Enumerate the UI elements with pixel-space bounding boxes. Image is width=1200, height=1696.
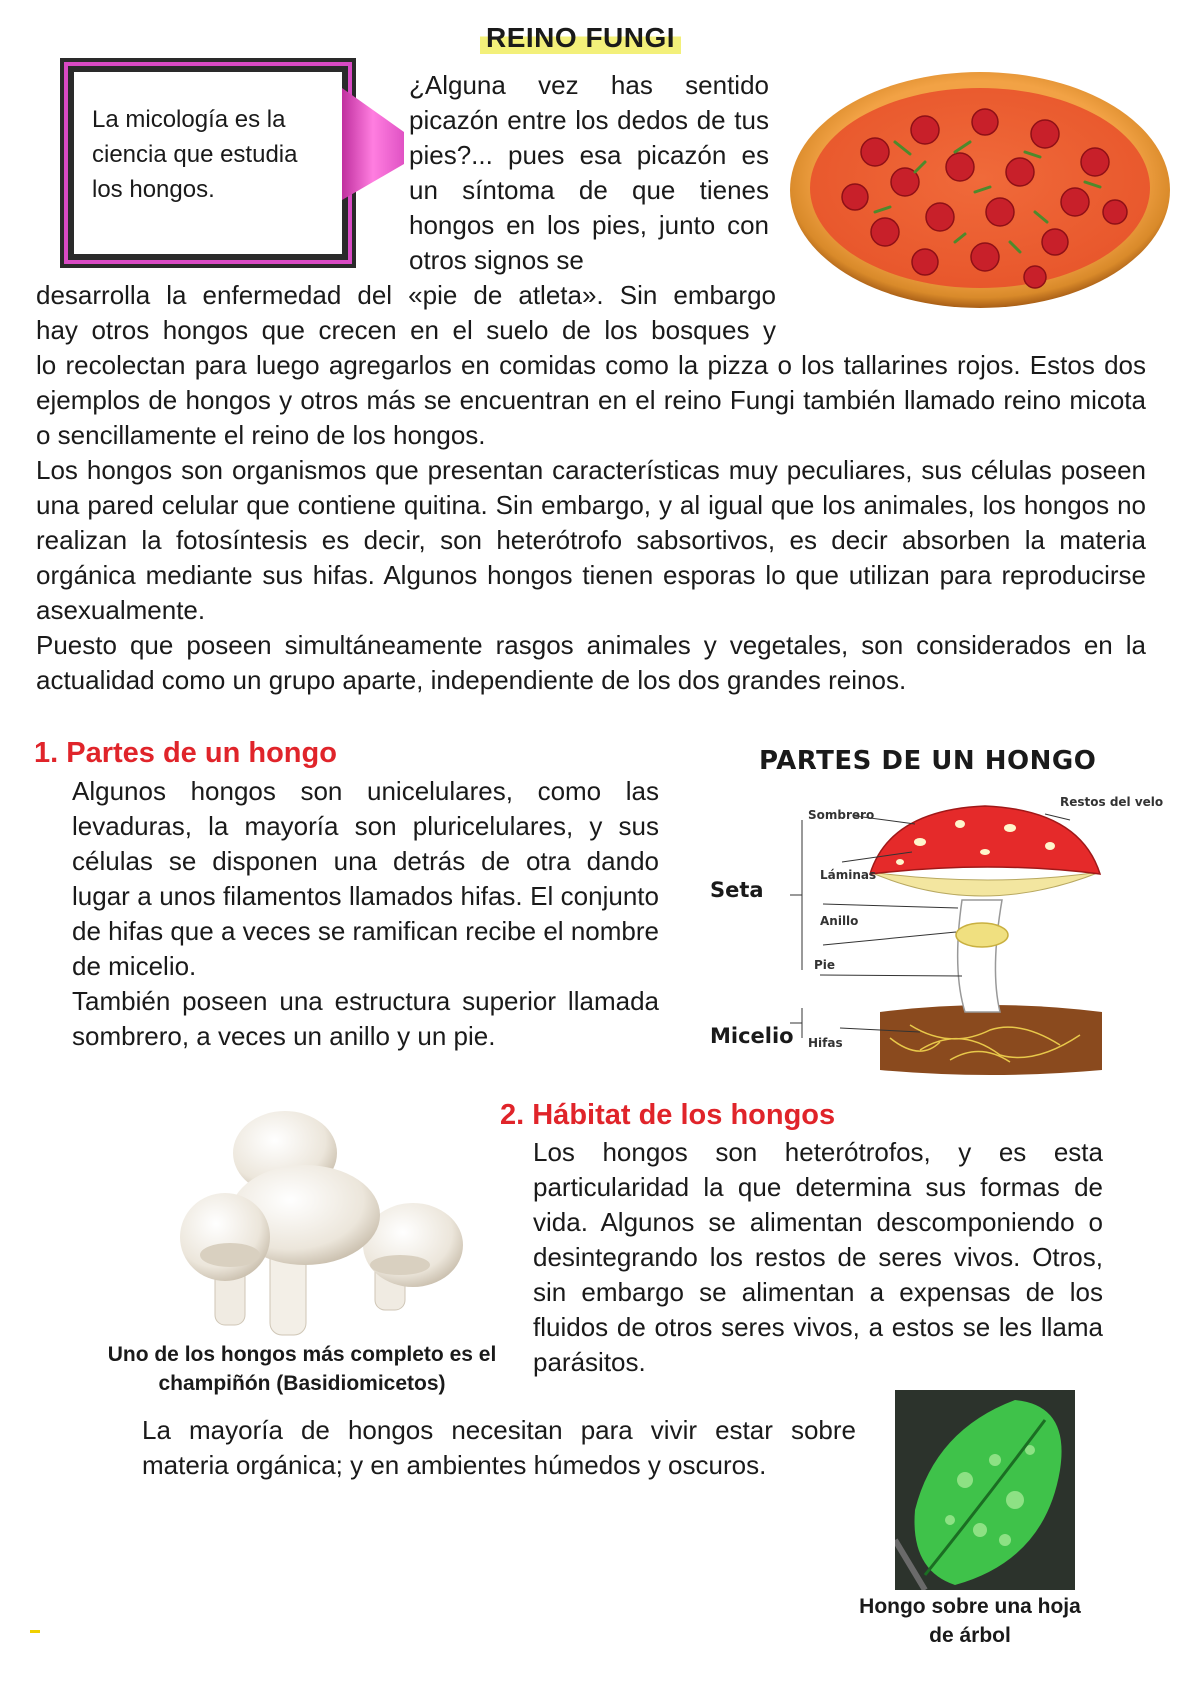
intro-line-1: desarrolla la enfermedad del «pie de atleta». Sin embargo: [36, 280, 776, 310]
leaf-caption: Hongo sobre una hoja de árbol: [859, 1595, 1081, 1647]
champinon-image: [175, 1105, 475, 1340]
intro-paragraph-rest: lo recolectan para luego agregarlos en comidas como la pizza o los tallarines rojos. Estos dos ejemplos de hongos y otros más se encuentran en el reino Fungi también llamado reino micota o sencillamente el reino de los hongos.: [36, 350, 1146, 450]
intro-text-top: ¿Alguna vez has sentido picazón entre los dedos de tus pies?... pues esa picazón es un síntoma de que tienes hongos en los pies, junto con otros signos se: [409, 70, 769, 275]
label-pie: Pie: [814, 958, 836, 972]
page-title: REINO FUNGI: [480, 22, 681, 54]
label-hifas: Hifas: [808, 1036, 843, 1050]
section1-heading: 1. Partes de un hongo: [34, 737, 337, 769]
callout-text: La micología es la ciencia que estudia los hongos.: [92, 106, 298, 203]
section1-body-1: Algunos hongos son unicelulares, como las levaduras, la mayoría son pluricelulares, y sus células se disponen una detrás de otra dando lugar a unos filamentos llamados hifas. El conjunto de hifas que a veces se ramifican recibe el nombre de micelio.: [72, 776, 659, 981]
champinon-caption: Uno de los hongos más completo es el champiñón (Basidiomicetos): [107, 1343, 497, 1395]
section2-heading: 2. Hábitat de los hongos: [500, 1099, 836, 1131]
definition-callout: [68, 66, 348, 260]
section1-body-2: También poseen una estructura superior llamada sombrero, a veces un anillo y un pie.: [72, 986, 659, 1051]
label-laminas: Láminas: [820, 868, 877, 882]
label-anillo: Anillo: [820, 914, 859, 928]
footer-mark: [30, 1630, 40, 1633]
callout-connector: [342, 84, 404, 204]
label-seta: Seta: [710, 878, 764, 902]
label-restos-velo: Restos del velo: [1060, 795, 1164, 809]
label-sombrero: Sombrero: [808, 808, 875, 822]
pizza-image: [785, 62, 1175, 312]
intro-paragraph-2: Los hongos son organismos que presentan características muy peculiares, sus células poseen una pared celular que contiene quitina. Sin embargo, y al igual que los animales, los hongos no realizan la fotosíntesis es decir, son heterótrofo sabsortivos, es decir absorben la materia orgánica mediante sus hifas. Algunos hongos tienen esporas lo que utilizan para reproducirse asexualmente.: [36, 455, 1146, 625]
diagram-title: PARTES DE UN HONGO: [759, 746, 1097, 776]
final-text: La mayoría de hongos necesitan para vivir estar sobre materia orgánica; y en ambientes húmedos y oscuros.: [142, 1415, 856, 1480]
label-micelio: Micelio: [710, 1024, 794, 1048]
intro-line-2: hay otros hongos que crecen en el suelo de los bosques y: [36, 315, 776, 345]
intro-paragraph-3: Puesto que poseen simultáneamente rasgos animales y vegetales, son considerados en la actualidad como un grupo aparte, independiente de los dos grandes reinos.: [36, 630, 1146, 695]
section1-body: [72, 774, 659, 1054]
section2-body: Los hongos son heterótrofos, y es esta particularidad la que determina sus formas de vida. Algunos se alimentan descomponiendo o desintegrando los restos de seres vivos. Otros, sin embargo se alimentan a expensas de los fluidos de otros seres vivos, a estos se les llama parásitos.: [533, 1137, 1103, 1377]
leaf-fungus-image: [895, 1390, 1075, 1590]
